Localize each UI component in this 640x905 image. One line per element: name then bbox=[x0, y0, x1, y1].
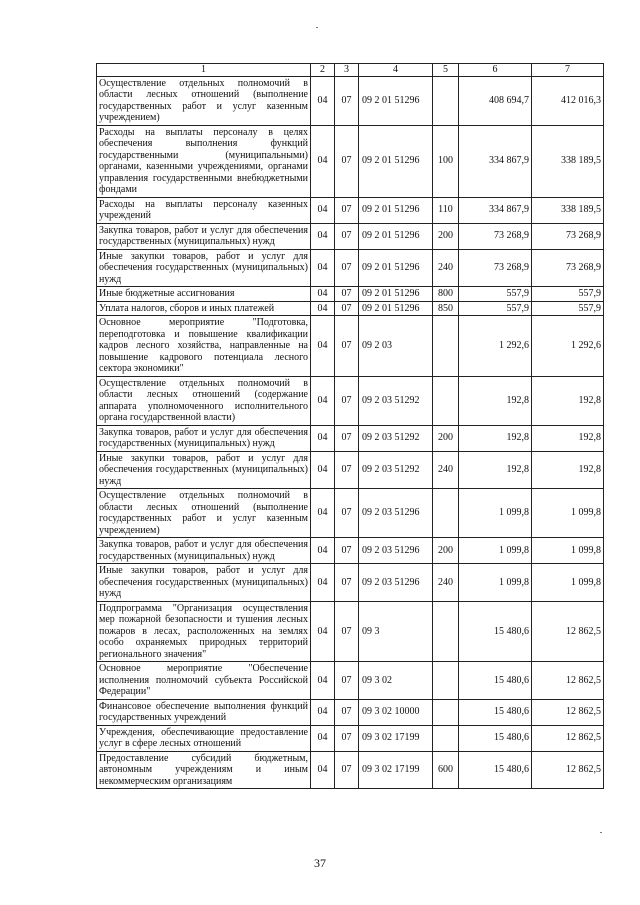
amount-col6-cell: 1 099,8 bbox=[459, 489, 532, 538]
row-name-cell: Осуществление отдельных полномочий в области лесных отношений (содержание аппарата уполномоченного исполнительного органа государственной власти) bbox=[97, 376, 311, 425]
amount-col6-cell: 73 268,9 bbox=[459, 249, 532, 287]
target-article-cell: 09 2 03 51296 bbox=[359, 489, 433, 538]
subsection-code-cell: 07 bbox=[335, 489, 359, 538]
row-name-cell: Основное мероприятие "Подготовка, переподготовка и повышение квалификации кадров лесного хозяйства, направленные на повышение кадрового потенциала лесного сектора экономики" bbox=[97, 316, 311, 377]
table-row bbox=[97, 451, 604, 489]
amount-col7-cell: 192,8 bbox=[532, 451, 604, 489]
row-name-cell: Учреждения, обеспечивающие предоставление услуг в сфере лесных отношений bbox=[97, 725, 311, 751]
table-row bbox=[97, 76, 604, 125]
expense-type-cell: 240 bbox=[433, 564, 459, 602]
amount-col7-cell: 12 862,5 bbox=[532, 751, 604, 789]
row-name-cell: Расходы на выплаты персоналу казенных учреждений bbox=[97, 197, 311, 223]
row-name-cell: Основное мероприятие "Обеспечение исполнения полномочий субъекта Российской Федерации" bbox=[97, 662, 311, 700]
section-code-cell: 04 bbox=[311, 425, 335, 451]
subsection-code-cell: 07 bbox=[335, 601, 359, 662]
subsection-code-cell: 07 bbox=[335, 425, 359, 451]
amount-col6-cell: 557,9 bbox=[459, 287, 532, 302]
row-name-cell: Подпрограмма "Организация осуществления мер пожарной безопасности и тушения лесных пожаров в лесах, расположенных на землях особо охраняемых природных территорий регионального значения" bbox=[97, 601, 311, 662]
amount-col6-cell: 15 480,6 bbox=[459, 601, 532, 662]
amount-col6-cell: 192,8 bbox=[459, 425, 532, 451]
target-article-cell: 09 2 01 51296 bbox=[359, 125, 433, 197]
section-code-cell: 04 bbox=[311, 301, 335, 316]
table-row bbox=[97, 699, 604, 725]
target-article-cell: 09 3 02 17199 bbox=[359, 725, 433, 751]
table-body bbox=[97, 76, 604, 789]
column-header: 2 bbox=[311, 64, 335, 77]
section-code-cell: 04 bbox=[311, 316, 335, 377]
target-article-cell: 09 3 bbox=[359, 601, 433, 662]
amount-col6-cell: 334 867,9 bbox=[459, 125, 532, 197]
target-article-cell: 09 2 03 51292 bbox=[359, 376, 433, 425]
subsection-code-cell: 07 bbox=[335, 125, 359, 197]
subsection-code-cell: 07 bbox=[335, 538, 359, 564]
section-code-cell: 04 bbox=[311, 376, 335, 425]
table-row bbox=[97, 301, 604, 316]
expense-type-cell bbox=[433, 76, 459, 125]
column-header: 5 bbox=[433, 64, 459, 77]
row-name-cell: Осуществление отдельных полномочий в области лесных отношений (выполнение государственных работ и услуг казенным учреждением) bbox=[97, 76, 311, 125]
subsection-code-cell: 07 bbox=[335, 699, 359, 725]
amount-col6-cell: 1 292,6 bbox=[459, 316, 532, 377]
amount-col6-cell: 15 480,6 bbox=[459, 699, 532, 725]
amount-col6-cell: 1 099,8 bbox=[459, 564, 532, 602]
table-row bbox=[97, 489, 604, 538]
amount-col7-cell: 1 099,8 bbox=[532, 489, 604, 538]
target-article-cell: 09 2 03 51292 bbox=[359, 451, 433, 489]
target-article-cell: 09 2 03 51296 bbox=[359, 538, 433, 564]
subsection-code-cell: 07 bbox=[335, 316, 359, 377]
table-header-row bbox=[97, 64, 604, 77]
row-name-cell: Уплата налогов, сборов и иных платежей bbox=[97, 301, 311, 316]
amount-col7-cell: 1 099,8 bbox=[532, 564, 604, 602]
section-code-cell: 04 bbox=[311, 538, 335, 564]
amount-col6-cell: 73 268,9 bbox=[459, 223, 532, 249]
section-code-cell: 04 bbox=[311, 725, 335, 751]
target-article-cell: 09 2 03 51292 bbox=[359, 425, 433, 451]
amount-col6-cell: 1 099,8 bbox=[459, 538, 532, 564]
amount-col6-cell: 408 694,7 bbox=[459, 76, 532, 125]
expense-type-cell bbox=[433, 725, 459, 751]
row-name-cell: Финансовое обеспечение выполнения функций государственных учреждений bbox=[97, 699, 311, 725]
row-name-cell: Закупка товаров, работ и услуг для обеспечения государственных (муниципальных) нужд bbox=[97, 425, 311, 451]
target-article-cell: 09 2 03 bbox=[359, 316, 433, 377]
subsection-code-cell: 07 bbox=[335, 223, 359, 249]
row-name-cell: Иные закупки товаров, работ и услуг для обеспечения государственных (муниципальных) нужд bbox=[97, 249, 311, 287]
budget-table bbox=[96, 63, 604, 789]
subsection-code-cell: 07 bbox=[335, 751, 359, 789]
table-row bbox=[97, 425, 604, 451]
scan-speck bbox=[600, 832, 602, 833]
expense-type-cell bbox=[433, 376, 459, 425]
page-number: 37 bbox=[314, 856, 326, 870]
table-row bbox=[97, 223, 604, 249]
subsection-code-cell: 07 bbox=[335, 564, 359, 602]
expense-type-cell bbox=[433, 662, 459, 700]
section-code-cell: 04 bbox=[311, 76, 335, 125]
amount-col7-cell: 338 189,5 bbox=[532, 197, 604, 223]
section-code-cell: 04 bbox=[311, 601, 335, 662]
section-code-cell: 04 bbox=[311, 451, 335, 489]
amount-col7-cell: 73 268,9 bbox=[532, 223, 604, 249]
subsection-code-cell: 07 bbox=[335, 76, 359, 125]
expense-type-cell: 240 bbox=[433, 249, 459, 287]
column-header: 4 bbox=[359, 64, 433, 77]
expense-type-cell: 110 bbox=[433, 197, 459, 223]
amount-col7-cell: 12 862,5 bbox=[532, 725, 604, 751]
amount-col6-cell: 15 480,6 bbox=[459, 662, 532, 700]
column-header: 7 bbox=[532, 64, 604, 77]
expense-type-cell: 200 bbox=[433, 425, 459, 451]
target-article-cell: 09 3 02 10000 bbox=[359, 699, 433, 725]
expense-type-cell bbox=[433, 489, 459, 538]
table-row bbox=[97, 538, 604, 564]
target-article-cell: 09 2 03 51296 bbox=[359, 564, 433, 602]
table-row bbox=[97, 564, 604, 602]
row-name-cell: Закупка товаров, работ и услуг для обеспечения государственных (муниципальных) нужд bbox=[97, 538, 311, 564]
expense-type-cell bbox=[433, 601, 459, 662]
column-header: 6 bbox=[459, 64, 532, 77]
table-row bbox=[97, 662, 604, 700]
section-code-cell: 04 bbox=[311, 699, 335, 725]
section-code-cell: 04 bbox=[311, 125, 335, 197]
table-row bbox=[97, 725, 604, 751]
target-article-cell: 09 2 01 51296 bbox=[359, 76, 433, 125]
amount-col6-cell: 192,8 bbox=[459, 451, 532, 489]
amount-col6-cell: 15 480,6 bbox=[459, 725, 532, 751]
subsection-code-cell: 07 bbox=[335, 197, 359, 223]
row-name-cell: Осуществление отдельных полномочий в области лесных отношений (выполнение государственных работ и услуг казенным учреждением) bbox=[97, 489, 311, 538]
section-code-cell: 04 bbox=[311, 489, 335, 538]
expense-type-cell: 600 bbox=[433, 751, 459, 789]
row-name-cell: Иные закупки товаров, работ и услуг для обеспечения государственных (муниципальных) нужд bbox=[97, 564, 311, 602]
target-article-cell: 09 2 01 51296 bbox=[359, 287, 433, 302]
row-name-cell: Предоставление субсидий бюджетным, автономным учреждениям и иным некоммерческим организациям bbox=[97, 751, 311, 789]
expense-type-cell: 850 bbox=[433, 301, 459, 316]
section-code-cell: 04 bbox=[311, 564, 335, 602]
row-name-cell: Иные закупки товаров, работ и услуг для обеспечения государственных (муниципальных) нужд bbox=[97, 451, 311, 489]
table-row bbox=[97, 751, 604, 789]
section-code-cell: 04 bbox=[311, 249, 335, 287]
table-row bbox=[97, 316, 604, 377]
scan-speck bbox=[316, 27, 318, 28]
budget-table-container bbox=[96, 63, 603, 789]
target-article-cell: 09 2 01 51296 bbox=[359, 197, 433, 223]
target-article-cell: 09 2 01 51296 bbox=[359, 223, 433, 249]
amount-col7-cell: 1 099,8 bbox=[532, 538, 604, 564]
column-header: 3 bbox=[335, 64, 359, 77]
expense-type-cell bbox=[433, 699, 459, 725]
target-article-cell: 09 3 02 17199 bbox=[359, 751, 433, 789]
subsection-code-cell: 07 bbox=[335, 376, 359, 425]
section-code-cell: 04 bbox=[311, 287, 335, 302]
table-row bbox=[97, 197, 604, 223]
amount-col7-cell: 557,9 bbox=[532, 301, 604, 316]
expense-type-cell: 800 bbox=[433, 287, 459, 302]
amount-col7-cell: 12 862,5 bbox=[532, 699, 604, 725]
amount-col7-cell: 1 292,6 bbox=[532, 316, 604, 377]
expense-type-cell: 200 bbox=[433, 223, 459, 249]
table-row bbox=[97, 601, 604, 662]
expense-type-cell: 240 bbox=[433, 451, 459, 489]
section-code-cell: 04 bbox=[311, 223, 335, 249]
amount-col7-cell: 338 189,5 bbox=[532, 125, 604, 197]
subsection-code-cell: 07 bbox=[335, 287, 359, 302]
subsection-code-cell: 07 bbox=[335, 301, 359, 316]
table-row bbox=[97, 125, 604, 197]
amount-col7-cell: 412 016,3 bbox=[532, 76, 604, 125]
table-row bbox=[97, 287, 604, 302]
subsection-code-cell: 07 bbox=[335, 725, 359, 751]
amount-col7-cell: 12 862,5 bbox=[532, 601, 604, 662]
target-article-cell: 09 2 01 51296 bbox=[359, 301, 433, 316]
amount-col7-cell: 73 268,9 bbox=[532, 249, 604, 287]
row-name-cell: Иные бюджетные ассигнования bbox=[97, 287, 311, 302]
row-name-cell: Расходы на выплаты персоналу в целях обеспечения выполнения функций государственными (муниципальными) органами, казенными учреждениями, органами управления государственными внебюджетными фондами bbox=[97, 125, 311, 197]
amount-col6-cell: 334 867,9 bbox=[459, 197, 532, 223]
section-code-cell: 04 bbox=[311, 751, 335, 789]
table-row bbox=[97, 376, 604, 425]
expense-type-cell: 200 bbox=[433, 538, 459, 564]
target-article-cell: 09 3 02 bbox=[359, 662, 433, 700]
amount-col7-cell: 557,9 bbox=[532, 287, 604, 302]
section-code-cell: 04 bbox=[311, 662, 335, 700]
column-header: 1 bbox=[97, 64, 311, 77]
amount-col6-cell: 15 480,6 bbox=[459, 751, 532, 789]
amount-col6-cell: 557,9 bbox=[459, 301, 532, 316]
target-article-cell: 09 2 01 51296 bbox=[359, 249, 433, 287]
subsection-code-cell: 07 bbox=[335, 249, 359, 287]
amount-col7-cell: 12 862,5 bbox=[532, 662, 604, 700]
amount-col7-cell: 192,8 bbox=[532, 425, 604, 451]
expense-type-cell bbox=[433, 316, 459, 377]
amount-col7-cell: 192,8 bbox=[532, 376, 604, 425]
amount-col6-cell: 192,8 bbox=[459, 376, 532, 425]
section-code-cell: 04 bbox=[311, 197, 335, 223]
table-row bbox=[97, 249, 604, 287]
expense-type-cell: 100 bbox=[433, 125, 459, 197]
row-name-cell: Закупка товаров, работ и услуг для обеспечения государственных (муниципальных) нужд bbox=[97, 223, 311, 249]
subsection-code-cell: 07 bbox=[335, 451, 359, 489]
subsection-code-cell: 07 bbox=[335, 662, 359, 700]
